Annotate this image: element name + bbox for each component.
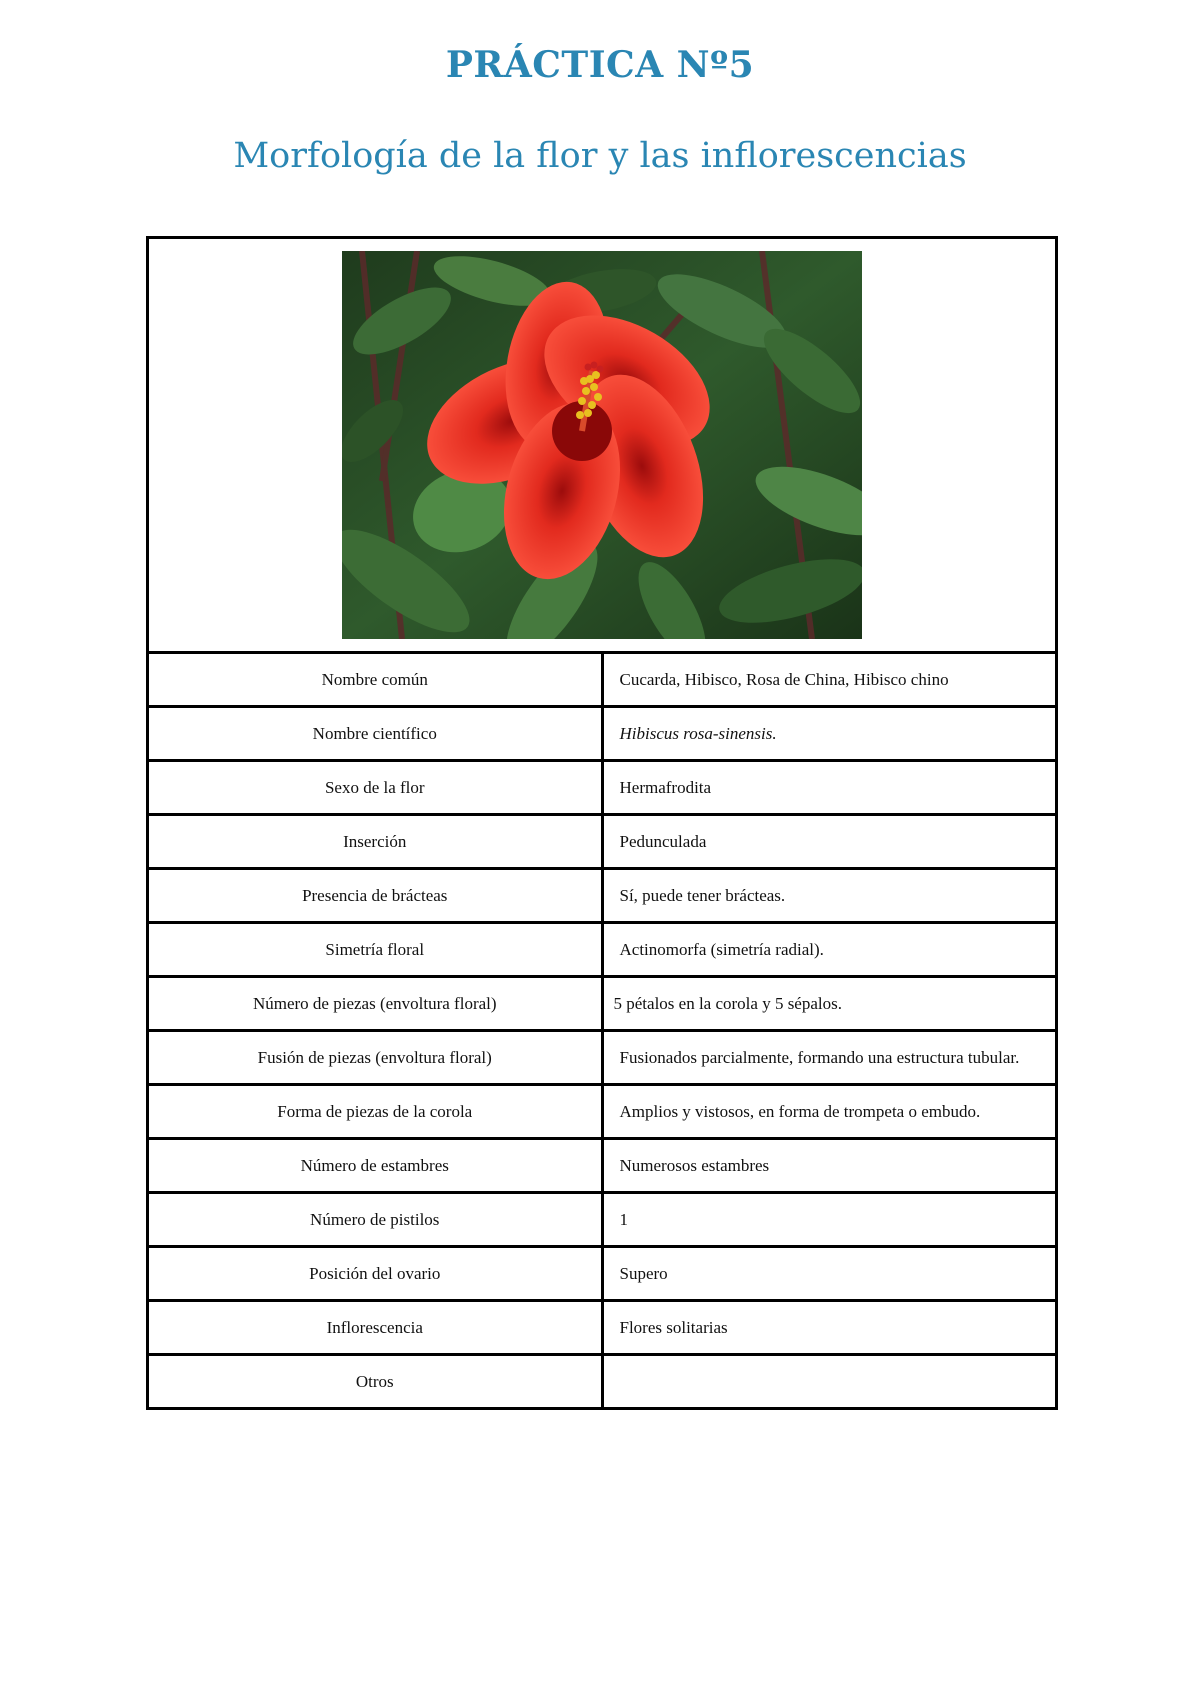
row-value: 1 — [602, 1193, 1057, 1247]
table-row — [148, 1031, 1057, 1085]
row-value — [602, 1355, 1057, 1409]
row-value: Fusionados parcialmente, formando una estructura tubular. — [602, 1031, 1057, 1085]
row-value: Hermafrodita — [602, 761, 1057, 815]
row-value: Pedunculada — [602, 815, 1057, 869]
table-row — [148, 1085, 1057, 1139]
table-row — [148, 707, 1057, 761]
row-label: Inserción — [148, 815, 603, 869]
row-value: Sí, puede tener brácteas. — [602, 869, 1057, 923]
row-label: Número de pistilos — [148, 1193, 603, 1247]
photo-row — [148, 238, 1057, 653]
table-row — [148, 1139, 1057, 1193]
page-title: PRÁCTICA Nº5 — [445, 44, 755, 86]
page-subtitle: Morfología de la flor y las inflorescencias — [233, 136, 967, 176]
table-row — [148, 761, 1057, 815]
row-value: Amplios y vistosos, en forma de trompeta o embudo. — [602, 1085, 1057, 1139]
row-label: Número de piezas (envoltura floral) — [148, 977, 603, 1031]
row-value: Flores solitarias — [602, 1301, 1057, 1355]
row-value: 5 pétalos en la corola y 5 sépalos. — [602, 977, 1057, 1031]
row-value: Hibiscus rosa-sinensis. — [602, 707, 1057, 761]
row-label: Forma de piezas de la corola — [148, 1085, 603, 1139]
table-row — [148, 1247, 1057, 1301]
table-row — [148, 977, 1057, 1031]
table-row — [148, 653, 1057, 707]
row-value: Numerosos estambres — [602, 1139, 1057, 1193]
row-label: Nombre científico — [148, 707, 603, 761]
photo-cell — [148, 238, 1057, 653]
row-value: Cucarda, Hibisco, Rosa de China, Hibisco chino — [602, 653, 1057, 707]
row-label: Nombre común — [148, 653, 603, 707]
table-row — [148, 1301, 1057, 1355]
row-label: Simetría floral — [148, 923, 603, 977]
table-row — [148, 1355, 1057, 1409]
hibiscus-flower-photo — [342, 251, 862, 639]
table-row — [148, 1193, 1057, 1247]
row-label: Sexo de la flor — [148, 761, 603, 815]
row-value: Supero — [602, 1247, 1057, 1301]
row-label: Número de estambres — [148, 1139, 603, 1193]
row-label: Inflorescencia — [148, 1301, 603, 1355]
flower-data-table — [146, 236, 1058, 1410]
row-label: Fusión de piezas (envoltura floral) — [148, 1031, 603, 1085]
table-row — [148, 923, 1057, 977]
row-label: Otros — [148, 1355, 603, 1409]
table-row — [148, 815, 1057, 869]
row-label: Presencia de brácteas — [148, 869, 603, 923]
row-value: Actinomorfa (simetría radial). — [602, 923, 1057, 977]
row-label: Posición del ovario — [148, 1247, 603, 1301]
table-row — [148, 869, 1057, 923]
